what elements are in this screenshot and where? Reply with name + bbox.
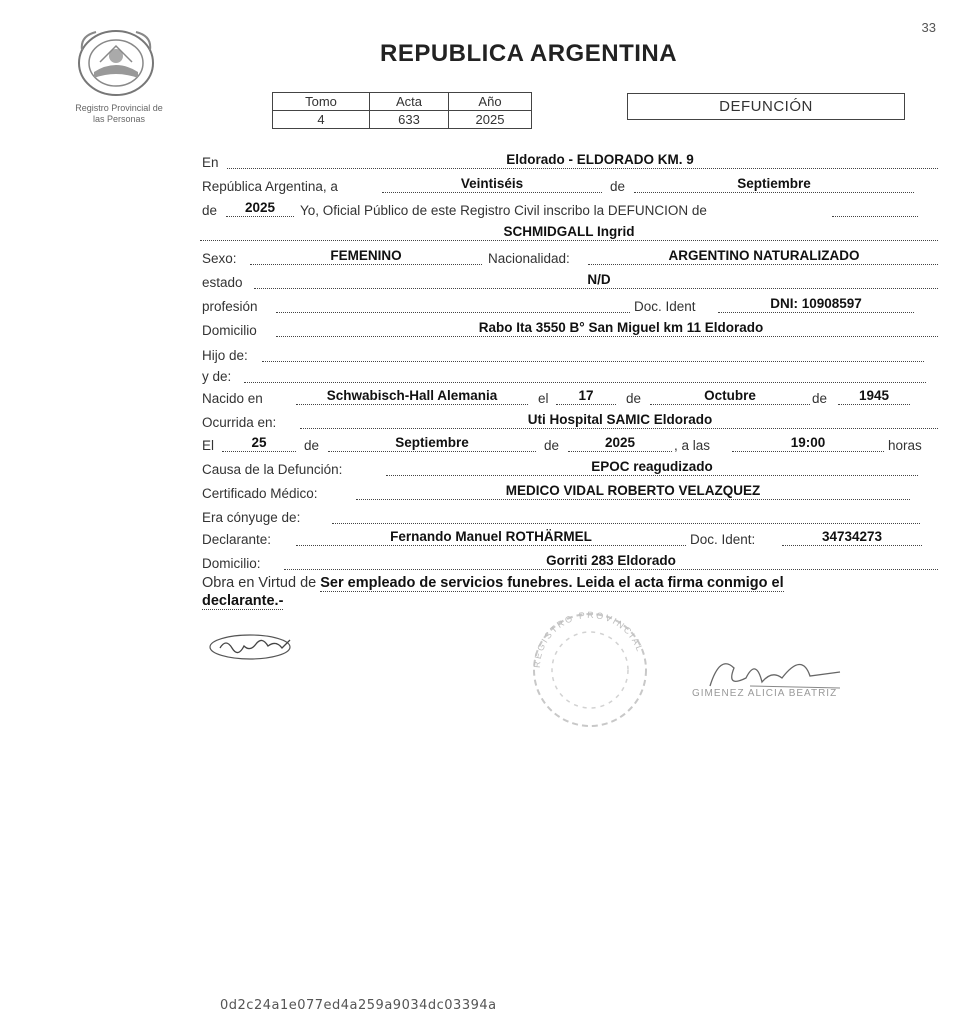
de-birth-1: de: [626, 391, 642, 406]
de-label-2: de: [202, 203, 218, 218]
de-label-1: de: [610, 179, 626, 194]
document-hash: 0d2c24a1e077ed4a259a9034dc03394a: [220, 998, 497, 1013]
acta-header: Acta: [370, 93, 449, 111]
death-day-value: 25: [251, 435, 267, 450]
row-conyuge: [200, 505, 938, 527]
official-name: GIMENEZ ALICIA BEATRIZ: [692, 688, 838, 699]
de-death-2: de: [544, 438, 560, 453]
declarant-signature: [206, 630, 298, 662]
year-value: 2025: [244, 200, 276, 215]
page-number: 33: [921, 20, 936, 35]
row-sex-nationality: [200, 246, 938, 268]
row-estado: [200, 270, 938, 292]
seal-caption-line2: las Personas: [92, 114, 146, 124]
svg-text:REGISTRO PROVINCIAL: [532, 610, 646, 668]
el2-label: El: [202, 438, 215, 453]
decl-doc-label: Doc. Ident:: [690, 532, 756, 547]
hijo-label: Hijo de:: [202, 348, 248, 363]
birth-year-value: 1945: [858, 388, 890, 403]
el-label: el: [538, 391, 549, 406]
anio-header: Año: [449, 93, 532, 111]
certificado-value: MEDICO VIDAL ROBERTO VELAZQUEZ: [505, 483, 761, 498]
causa-value: EPOC reagudizado: [591, 459, 713, 474]
row-ocurrida: [200, 410, 938, 432]
domicilio-value: Rabo Ita 3550 B° San Miguel km 11 Eldorado: [478, 320, 764, 335]
declarante-value: Fernando Manuel ROTHÄRMEL: [390, 529, 592, 544]
republica-label: República Argentina, a: [202, 179, 338, 194]
row-certificado: [200, 481, 938, 503]
death-month-value: Septiembre: [395, 435, 469, 450]
en-label: En: [202, 155, 219, 170]
causa-label: Causa de la Defunción:: [202, 462, 343, 477]
row-yde: [200, 364, 938, 386]
decl-domicilio-label: Domicilio:: [202, 556, 261, 571]
official-stamp: [520, 608, 660, 728]
death-time-value: 19:00: [790, 435, 826, 450]
conyuge-label: Era cónyuge de:: [202, 510, 301, 525]
document-type-box: DEFUNCIÓN: [627, 93, 905, 120]
place-value: Eldorado - ELDORADO KM. 9: [506, 152, 694, 167]
doc-value: DNI: 10908597: [770, 296, 862, 311]
row-date: [200, 174, 938, 196]
tomo-value: 4: [273, 111, 370, 129]
obra-label: Obra en Virtud de: [202, 575, 317, 591]
row-decl-domicilio: [200, 551, 938, 573]
death-year-value: 2025: [604, 435, 636, 450]
estado-label: estado: [202, 275, 243, 290]
de-death-1: de: [304, 438, 320, 453]
anio-value: 2025: [449, 111, 532, 129]
nacido-label: Nacido en: [202, 391, 263, 406]
registry-table: [272, 92, 532, 129]
estado-value: N/D: [587, 272, 611, 287]
domicilio-label: Domicilio: [202, 323, 257, 338]
stamp-text: REGISTRO PROVINCIAL: [531, 609, 646, 669]
birth-month-value: Octubre: [704, 388, 756, 403]
obra-paragraph: [202, 574, 938, 610]
obra-text: Ser empleado de servicios funebres. Leida el acta firma conmigo el: [320, 575, 784, 591]
provincial-seal: [76, 28, 156, 98]
ocurrida-label: Ocurrida en:: [202, 415, 277, 430]
sexo-label: Sexo:: [202, 251, 237, 266]
deceased-name-value: SCHMIDGALL Ingrid: [503, 224, 635, 239]
row-profession: [200, 294, 938, 316]
yde-label: y de:: [202, 369, 232, 384]
official-signature-block: [690, 648, 890, 738]
horas-label: horas: [888, 438, 922, 453]
ocurrida-value: Uti Hospital SAMIC Eldorado: [527, 412, 713, 427]
row-domicilio: [200, 318, 938, 340]
acta-value: 633: [370, 111, 449, 129]
day-words-value: Veintiséis: [460, 176, 524, 191]
decl-doc-value: 34734273: [821, 529, 883, 544]
row-hijo: [200, 343, 938, 365]
doc-label: Doc. Ident: [634, 299, 696, 314]
declarante-label: Declarante:: [202, 532, 272, 547]
profesion-label: profesión: [202, 299, 258, 314]
row-place: [200, 150, 938, 172]
obra-continuation: declarante.-: [202, 593, 284, 609]
decl-domicilio-value: Gorriti 283 Eldorado: [546, 553, 676, 568]
month-value: Septiembre: [737, 176, 811, 191]
nacionalidad-label: Nacionalidad:: [488, 251, 570, 266]
row-deceased: [200, 222, 938, 244]
row-death-date: [200, 433, 938, 455]
certificado-label: Certificado Médico:: [202, 486, 318, 501]
de-birth-2: de: [812, 391, 828, 406]
row-declarante: [200, 527, 938, 549]
row-birth: [200, 386, 938, 408]
birth-day-value: 17: [578, 388, 594, 403]
row-inscribo: [200, 198, 938, 220]
birth-place-value: Schwabisch-Hall Alemania: [326, 388, 498, 403]
row-causa: [200, 457, 938, 479]
document-title: REPUBLICA ARGENTINA: [380, 40, 678, 67]
inscribo-text: Yo, Oficial Público de este Registro Civil inscribo la DEFUNCION de: [300, 203, 707, 218]
nacionalidad-value: ARGENTINO NATURALIZADO: [668, 248, 860, 263]
tomo-header: Tomo: [273, 93, 370, 111]
sexo-value: FEMENINO: [330, 248, 402, 263]
seal-caption: [54, 103, 184, 125]
seal-caption-line1: Registro Provincial de: [75, 103, 163, 113]
alas-label: , a las: [674, 438, 711, 453]
